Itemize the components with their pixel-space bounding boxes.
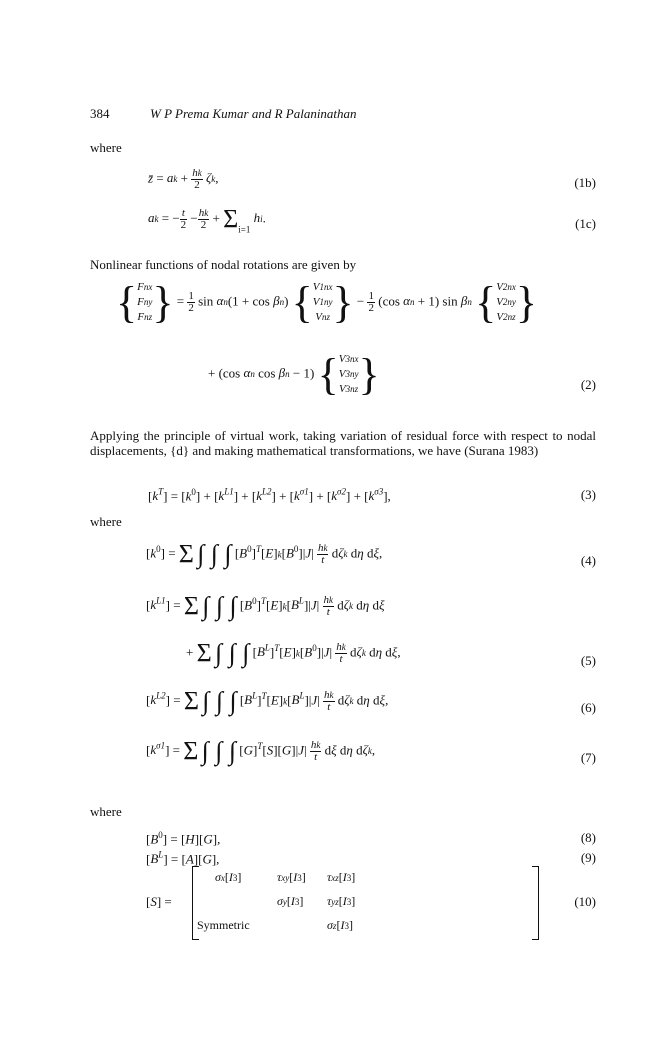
equation-6: $[k^{L2}] = \Sigma$ ∫ ∫ ∫ $[B^L]^T[E]k[B^L]|J|$ $\frac{hk}{t}$ dζk dη dξ,: [146, 686, 389, 716]
equation-8: $[B^0] = [H][G]$,: [146, 830, 221, 847]
equation-4: $[k^0] = \Sigma$ ∫ ∫ ∫ $[B^0]^T[E]k[B^0]|J|$ $\frac{hk}{t}$ dζk dη dξ,: [146, 539, 383, 569]
equation-label: (8): [580, 830, 596, 845]
equation-label: (6): [580, 700, 596, 715]
where-label-1: where: [90, 140, 122, 155]
equation-5-line2: + Σ ∫ ∫ ∫ $[B^L]^T[E]k[B^0]|J|$ $\frac{hk}{t}$ dζk dη dξ,: [186, 638, 401, 668]
where-label-2: where: [90, 514, 122, 529]
equation-5-line1: $[k^{L1}] = \Sigma$ ∫ ∫ ∫ $[B^0]^T[E]k[B^L]|J|$ $\frac{hk}{t}$ dζk dη dξ: [146, 591, 385, 621]
symmetric-label: Symmetric: [197, 918, 250, 932]
where-label-3: where: [90, 804, 122, 819]
equation-label: (9): [580, 850, 596, 865]
equation-label: (7): [580, 750, 596, 765]
equation-label: (10): [574, 894, 596, 909]
equation-label: (4): [580, 553, 596, 568]
equation-label: (1c): [575, 216, 596, 231]
equation-1b: z̄ = ak + $\frac{hk}{2}$ ζk,: [148, 167, 219, 191]
running-header-authors: W P Prema Kumar and R Palaninathan: [150, 106, 357, 121]
paragraph-nonlinear: Nonlinear functions of nodal rotations are given by: [90, 257, 357, 272]
equation-label: (3): [580, 487, 596, 502]
equation-2-line1: {Fnx Fny Fnz} = $\frac{1}{2}$ sin αn(1 + cos βn) {V1nx V1ny Vnz} − $\frac{1}{2}$ (cos αn + 1) sin βn {V2nx V2ny V2nz}: [116, 277, 538, 327]
equation-label: (5): [580, 653, 596, 668]
equation-10-lhs: [S] =: [146, 894, 172, 909]
equation-9: $[B^L] = [A][G]$,: [146, 850, 220, 867]
page-number: 384: [90, 106, 110, 121]
paragraph-applying: Applying the principle of virtual work, taking variation of residual force with respect to nodal displacements, {d} and making mathematical transformations, we have (Surana 1983): [90, 428, 596, 458]
equation-3: $[k^T] = [k^0] + [k^{L1}] + [k^{L2}] + [k^{\sigma 1}] + [k^{\sigma 2}] + [k^{\sigma 3}]$,: [148, 487, 391, 504]
equation-7: $[k^{\sigma 1}] = \Sigma$ ∫ ∫ ∫ $[G]^T[S][G]|J|$ $\frac{hk}{t}$ dξ dη dζk,: [146, 736, 376, 766]
equation-label: (1b): [574, 175, 596, 190]
equation-label: (2): [580, 377, 596, 392]
equation-2-line2: + (cos αn cos βn − 1) {V3nx V3ny V3nz}: [208, 349, 380, 399]
equation-1c: ak = − $\frac{t}{2}$ − $\frac{hk}{2}$ + $\Sigma_{i=1}$ hi.: [148, 204, 266, 235]
matrix-s: σx[I3] τxy[I3] τxz[I3] σy[I3] τyz[I3] Symmetric σz[I3]: [192, 866, 539, 940]
